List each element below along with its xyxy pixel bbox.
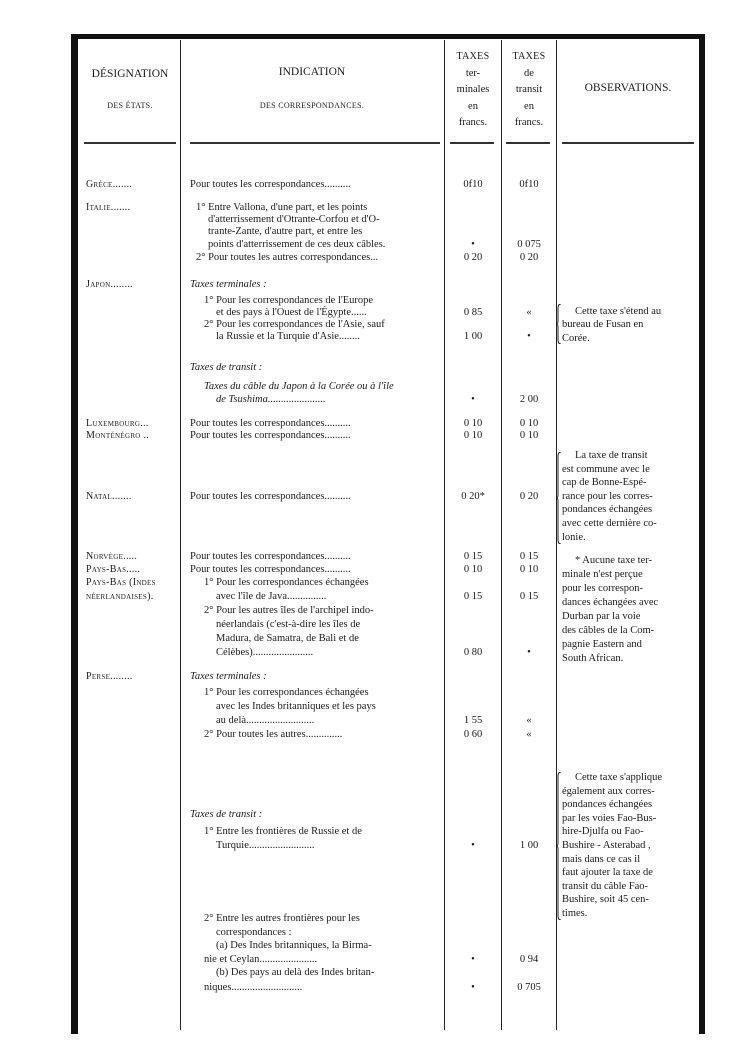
transit-tax-value: 2 00 [519,394,539,405]
correspondence-line: 2° Pour toutes les autres correspondances... [196,252,379,263]
correspondence-line: Pour toutes les correspondances.......... [190,418,351,429]
observation-line: South African. [562,653,624,664]
header-transit-line: TAXES [512,51,546,62]
correspondence-line: Taxes de transit : [190,809,263,820]
transit-tax-value: • [527,331,531,342]
transit-tax-value: « [526,307,532,318]
observation-line: hire-Djulfa ou Fao- [562,826,644,838]
correspondence-line: Célèbes)....................... [216,647,314,658]
state-name: Natal....... [86,491,132,502]
transit-tax-value: 0 20 [519,491,539,502]
observation-line: Durban par la voie [562,611,641,622]
brace-icon [556,304,562,344]
correspondence-line: Pour toutes les correspondances.......... [190,491,351,502]
observation-line: également aux corres- [562,785,655,797]
terminal-tax-value: 0 20 [463,252,483,263]
correspondence-line: d'atterrissement d'Otrante-Corfou et d'O- [208,214,380,225]
observation-line: bureau de Fusan en [562,319,644,331]
brace-icon [556,452,562,544]
header-terminal-line: ter- [465,68,481,79]
observation-line: dances échangées avec [562,597,659,608]
transit-tax-value: 0 705 [517,982,541,993]
terminal-tax-value: 0 10 [463,564,483,575]
terminal-tax-value: • [471,840,475,851]
observation-line: Bushire, soit 45 cen- [562,894,649,906]
header-transit-line: francs. [514,117,544,128]
observation-line: pondances échangées [562,504,653,516]
correspondence-line: au delà.......................... [216,715,315,726]
correspondence-line: 1° Pour les correspondances échangées [204,687,369,698]
correspondence-line: de Tsushima...................... [216,394,326,405]
terminal-tax-value: 0 80 [463,647,483,658]
header-terminal-line: TAXES [456,51,490,62]
transit-tax-value: 0 10 [519,430,539,441]
correspondence-line: niques........................... [204,982,303,993]
observation-line: cap de Bonne-Espé- [562,477,647,489]
observation-line: par les voies Fao-Bus- [562,812,657,824]
header-observations: OBSERVATIONS. [584,82,672,94]
header-designation: DÉSIGNATION [91,68,169,80]
observation-line: avec cette dernière co- [562,518,657,529]
transit-tax-value: • [527,647,531,658]
state-name: Norvège..... [86,551,138,562]
terminal-tax-value: 0 20* [461,491,485,502]
correspondence-line: Taxes du câble du Japon à la Corée ou à l'île [204,381,394,392]
correspondence-line: Pour toutes les correspondances.......... [190,551,351,562]
observation-line: des câbles de la Com- [562,625,655,636]
terminal-tax-value: 0 15 [463,551,483,562]
correspondence-line: Madura, de Samatra, de Bali et de [216,633,359,644]
terminal-tax-value: • [471,982,475,993]
terminal-tax-value: • [471,954,475,965]
header-terminal-line: francs. [458,117,488,128]
observation-line: pagnie Eastern and [562,639,642,650]
state-name: Perse........ [86,671,133,682]
terminal-tax-value: • [471,239,475,250]
transit-tax-value: 1 00 [519,840,539,851]
terminal-tax-value: • [471,394,475,405]
observation-line: faut ajouter la taxe de [562,867,653,879]
correspondence-line: 1° Entre les frontières de Russie et de [204,826,362,837]
correspondence-line: trante-Zante, d'autre part, et entre les [208,226,363,237]
state-name: Italie....... [86,202,131,213]
transit-tax-value: « [526,715,532,726]
observation-line: minale n'est perçue [562,569,643,580]
correspondence-line: néerlandais (c'est-à-dire les îles de [216,619,361,630]
terminal-tax-value: 0 10 [463,418,483,429]
observation-line: Cette taxe s'étend au [575,306,662,317]
header-transit-line: en [524,101,534,112]
terminal-tax-value: 0 85 [463,307,483,318]
transit-tax-value: 0 15 [519,551,539,562]
correspondence-line: 2° Pour toutes les autres.............. [204,729,343,740]
correspondence-line: 1° Pour les correspondances échangées [204,577,369,588]
correspondence-line: Pour toutes les correspondances.......... [190,564,351,575]
correspondence-line: 2° Pour les correspondances de l'Asie, sauf [204,319,385,330]
header-designation-sub: DES ÉTATS. [107,101,153,110]
header-transit-line: transit [515,84,543,95]
observation-line: rance pour les corres- [562,490,653,502]
correspondence-line: la Russie et la Turquie d'Asie........ [216,331,360,342]
transit-tax-value: 0 20 [519,252,539,263]
terminal-tax-value: 0 15 [463,591,483,602]
correspondence-line: 2° Pour les autres îles de l'archipel indo- [204,605,374,616]
observation-line: lonie. [562,531,586,543]
correspondence-line: (b) Des pays au delà des Indes britan- [216,967,375,978]
observation-line: Cette taxe s'applique [575,772,663,783]
header-indication-sub: DES CORRESPONDANCES. [259,101,365,110]
observation-line: Corée. [562,332,590,344]
correspondence-line: avec les Indes britanniques et les pays [216,701,376,712]
correspondence-line: avec l'île de Java............... [216,591,327,602]
terminal-tax-value: 1 00 [463,331,483,342]
header-transit-line: de [524,68,534,79]
correspondence-line: et des pays à l'Ouest de l'Égypte...... [216,307,367,318]
correspondence-line: (a) Des Indes britanniques, la Birma- [216,940,372,951]
correspondence-line: 1° Entre Vallona, d'une part, et les points [196,202,368,213]
observation-line: pour les correspon- [562,583,644,594]
header-terminal-line: en [468,101,478,112]
correspondence-line: Pour toutes les correspondances.......... [190,430,351,441]
correspondence-line: Taxes de transit : [190,362,263,373]
observation-line: mais dans ce cas il [562,853,641,865]
correspondence-line: Taxes terminales : [190,671,267,682]
terminal-tax-value: 1 55 [463,715,483,726]
observation-line: pondances échangées [562,799,653,811]
observation-line: La taxe de transit [575,450,648,461]
transit-tax-value: 0 075 [517,239,541,250]
transit-tax-value: 0 10 [519,564,539,575]
state-name: néerlandaises). [86,591,154,602]
correspondence-line: 1° Pour les correspondances de l'Europe [204,295,374,306]
correspondence-line: 2° Entre les autres frontières pour les [204,913,360,924]
transit-tax-value: « [526,729,532,740]
observation-line: est commune avec le [562,463,650,475]
observation-line: times. [562,908,588,919]
transit-tax-value: 0f10 [519,179,539,190]
observation-line: transit du câble Fao- [562,880,649,892]
state-name: Grèce....... [86,179,133,190]
correspondence-line: correspondances : [216,927,292,938]
state-name: Pays-Bas (Indes [86,577,156,588]
correspondence-line: Pour toutes les correspondances.......... [190,179,351,190]
header-indication: INDICATION [278,66,346,78]
correspondence-line: Turquie......................... [216,840,315,851]
observation-line: * Aucune taxe ter- [575,555,653,566]
state-name: Luxembourg... [86,418,149,429]
header-terminal-line: minales [456,84,490,95]
correspondence-line: Taxes terminales : [190,279,267,290]
transit-tax-value: 0 10 [519,418,539,429]
state-name: Pays-Bas..... [86,564,141,575]
transit-tax-value: 0 94 [519,954,539,965]
brace-icon [556,772,562,920]
state-name: Japon........ [86,279,133,290]
correspondence-line: nie et Ceylan...................... [204,954,318,965]
terminal-tax-value: 0f10 [463,179,483,190]
terminal-tax-value: 0 60 [463,729,483,740]
terminal-tax-value: 0 10 [463,430,483,441]
observation-line: Bushire - Asterabad , [562,840,651,851]
state-name: Monténégro .. [86,430,150,441]
transit-tax-value: 0 15 [519,591,539,602]
correspondence-line: points d'atterrissement de ces deux câbles. [208,239,386,250]
